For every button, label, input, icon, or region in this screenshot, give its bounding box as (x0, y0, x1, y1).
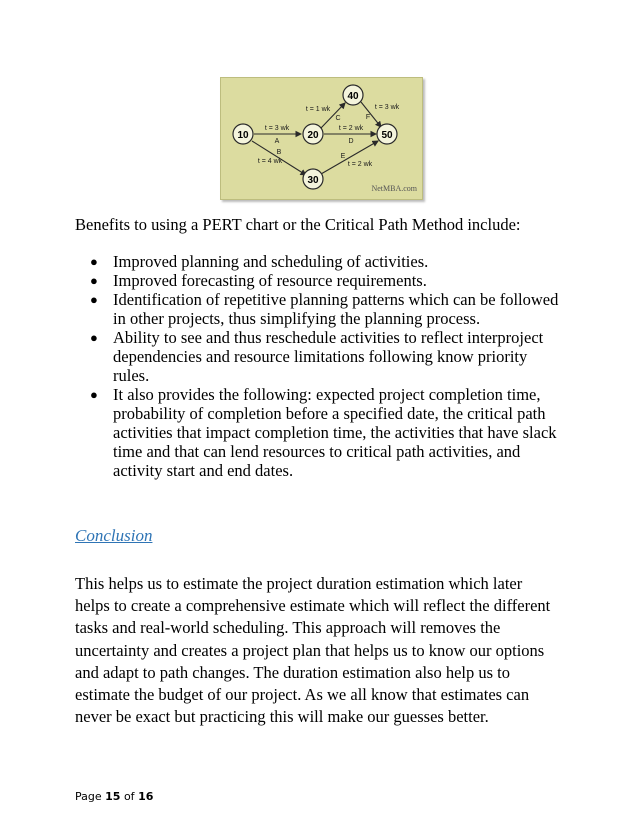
list-item: ● Identification of repetitive planning patterns which can be followed in other projects, thus simplifying the planning process. (90, 290, 559, 328)
conclusion-heading[interactable]: Conclusion (75, 526, 153, 545)
list-item: ● It also provides the following: expected project completion time, probability of completion before a specified date, the critical path activities that impact completion time, the activities that have slack time and that can lend resources to critical path activities, and activity start and end dates. (90, 385, 557, 480)
node-50 (377, 124, 397, 144)
node-40 (343, 85, 363, 105)
edge-c-duration: t = 1 wk (305, 106, 331, 113)
edge-b-duration: t = 4 wk (257, 158, 283, 165)
netmba-watermark: NetMBA.com (371, 184, 417, 193)
conclusion-paragraph: This helps us to estimate the project duration estimation which later helps to create a comprehensive estimate which will reflect the different tasks and real-world scheduling. This approach will removes the uncertainty and creates a project plan that helps us to know our options and adapt to path changes. The duration estimation also help us to estimate the budget of our project. As we all know that estimates can never be exact but practicing this will make our guesses better. (75, 574, 551, 727)
bullet-icon: ● (90, 254, 98, 269)
node-30 (303, 169, 323, 189)
edge-a-duration: t = 3 wk (264, 125, 290, 132)
bullet-icon: ● (90, 330, 98, 345)
node-20 (303, 124, 323, 144)
edge-e-duration: t = 2 wk (347, 161, 373, 168)
svg-text:10: 10 (237, 130, 249, 141)
benefits-list (0, 252, 600, 480)
pert-network-diagram (221, 78, 422, 199)
current-page-number: 15 (105, 790, 121, 803)
svg-text:20: 20 (307, 130, 319, 141)
list-item: ● Ability to see and thus reschedule activities to reflect interproject dependencies and resource limitations following know priority rules. (90, 328, 544, 385)
total-page-number: 16 (138, 790, 154, 803)
edge-e (321, 141, 378, 174)
edge-d-duration: t = 2 wk (338, 125, 364, 132)
edge-d-letter: D (348, 138, 354, 145)
bullet-icon: ● (90, 292, 98, 307)
page-label: Page (75, 790, 102, 803)
edge-c-letter: C (335, 115, 341, 122)
page-of-label: of (123, 790, 135, 803)
bullet-icon: ● (90, 273, 98, 288)
edge-e-letter: E (340, 153, 346, 160)
edge-a-letter: A (274, 138, 280, 145)
page-footer (75, 790, 153, 803)
edge-f-letter: F (365, 114, 371, 121)
list-item: ● Improved forecasting of resource requirements. (90, 271, 427, 290)
node-10 (233, 124, 253, 144)
pert-chart-figure (220, 77, 423, 200)
svg-text:50: 50 (381, 130, 393, 141)
list-item: ● Improved planning and scheduling of activities. (90, 252, 429, 271)
svg-text:30: 30 (307, 175, 319, 186)
svg-text:40: 40 (347, 91, 359, 102)
bullet-icon: ● (90, 387, 98, 402)
edge-b-letter: B (276, 149, 282, 156)
edge-f-duration: t = 3 wk (374, 104, 400, 111)
benefits-intro: Benefits to using a PERT chart or the Critical Path Method include: (75, 215, 521, 234)
